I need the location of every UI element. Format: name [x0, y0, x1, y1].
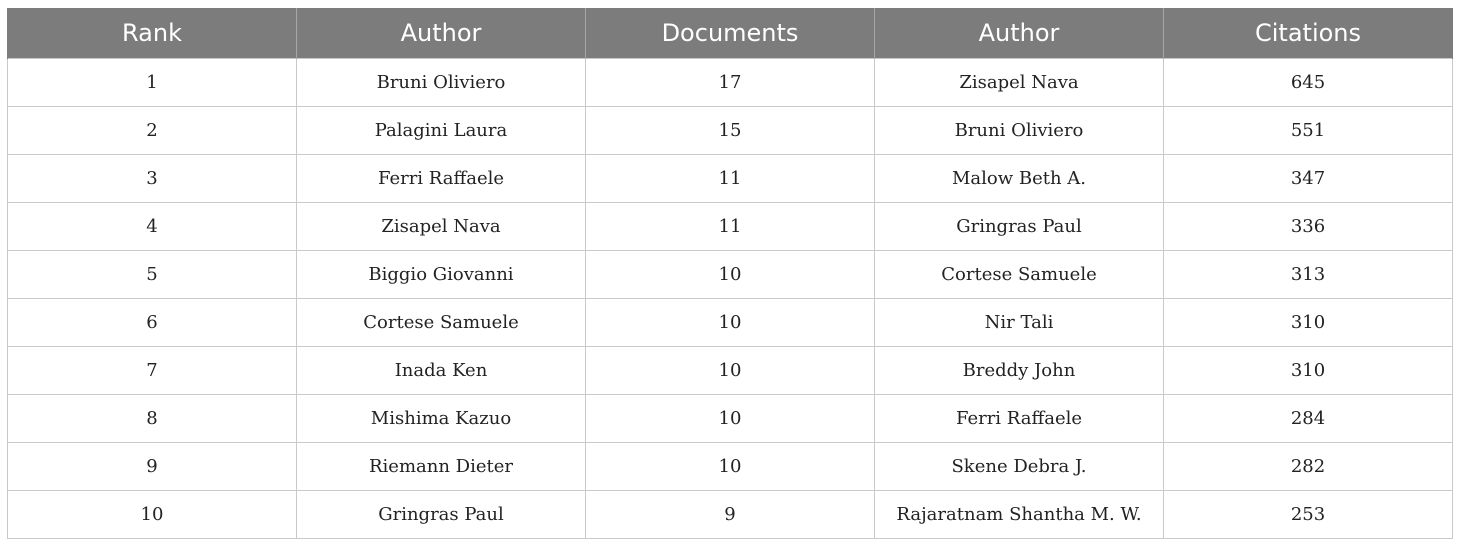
- header-author-documents: Author: [297, 8, 586, 59]
- cell-citations: 253: [1164, 491, 1453, 539]
- cell-citations: 284: [1164, 395, 1453, 443]
- table-row: [8, 59, 1453, 107]
- cell-documents: 9: [586, 491, 875, 539]
- header-documents: Documents: [586, 8, 875, 59]
- cell-rank: 9: [8, 443, 297, 491]
- cell-author: Malow Beth A.: [875, 155, 1164, 203]
- table-row: [8, 107, 1453, 155]
- author-ranking-table-container: [7, 8, 1452, 539]
- cell-documents: 17: [586, 59, 875, 107]
- cell-rank: 4: [8, 203, 297, 251]
- cell-author: Zisapel Nava: [875, 59, 1164, 107]
- cell-documents: 10: [586, 443, 875, 491]
- cell-documents: 10: [586, 347, 875, 395]
- cell-documents: 15: [586, 107, 875, 155]
- cell-author: Bruni Oliviero: [297, 59, 586, 107]
- cell-author: Breddy John: [875, 347, 1164, 395]
- table-row: [8, 347, 1453, 395]
- cell-author: Ferri Raffaele: [297, 155, 586, 203]
- table-row: [8, 299, 1453, 347]
- cell-citations: 282: [1164, 443, 1453, 491]
- cell-citations: 336: [1164, 203, 1453, 251]
- cell-rank: 1: [8, 59, 297, 107]
- cell-author: Inada Ken: [297, 347, 586, 395]
- cell-author: Biggio Giovanni: [297, 251, 586, 299]
- cell-rank: 5: [8, 251, 297, 299]
- cell-author: Palagini Laura: [297, 107, 586, 155]
- cell-citations: 645: [1164, 59, 1453, 107]
- cell-citations: 551: [1164, 107, 1453, 155]
- cell-citations: 310: [1164, 299, 1453, 347]
- header-row: [8, 8, 1453, 59]
- cell-author: Cortese Samuele: [875, 251, 1164, 299]
- cell-citations: 310: [1164, 347, 1453, 395]
- cell-author: Gringras Paul: [297, 491, 586, 539]
- header-rank: Rank: [8, 8, 297, 59]
- cell-citations: 347: [1164, 155, 1453, 203]
- cell-author: Bruni Oliviero: [875, 107, 1164, 155]
- cell-rank: 10: [8, 491, 297, 539]
- table-body: [8, 59, 1453, 539]
- table-row: [8, 155, 1453, 203]
- cell-rank: 7: [8, 347, 297, 395]
- cell-citations: 313: [1164, 251, 1453, 299]
- table-row: [8, 395, 1453, 443]
- header-author-citations: Author: [875, 8, 1164, 59]
- cell-author: Rajaratnam Shantha M. W.: [875, 491, 1164, 539]
- cell-documents: 11: [586, 155, 875, 203]
- cell-author: Skene Debra J.: [875, 443, 1164, 491]
- cell-author: Riemann Dieter: [297, 443, 586, 491]
- table-header: [8, 8, 1453, 59]
- cell-author: Zisapel Nava: [297, 203, 586, 251]
- cell-rank: 2: [8, 107, 297, 155]
- cell-documents: 10: [586, 299, 875, 347]
- table-row: [8, 203, 1453, 251]
- cell-rank: 3: [8, 155, 297, 203]
- cell-author: Mishima Kazuo: [297, 395, 586, 443]
- cell-author: Nir Tali: [875, 299, 1164, 347]
- author-ranking-table: [7, 8, 1453, 539]
- cell-author: Ferri Raffaele: [875, 395, 1164, 443]
- header-citations: Citations: [1164, 8, 1453, 59]
- table-row: [8, 491, 1453, 539]
- cell-author: Gringras Paul: [875, 203, 1164, 251]
- table-row: [8, 251, 1453, 299]
- cell-documents: 10: [586, 395, 875, 443]
- cell-author: Cortese Samuele: [297, 299, 586, 347]
- cell-rank: 6: [8, 299, 297, 347]
- cell-documents: 11: [586, 203, 875, 251]
- cell-documents: 10: [586, 251, 875, 299]
- cell-rank: 8: [8, 395, 297, 443]
- table-row: [8, 443, 1453, 491]
